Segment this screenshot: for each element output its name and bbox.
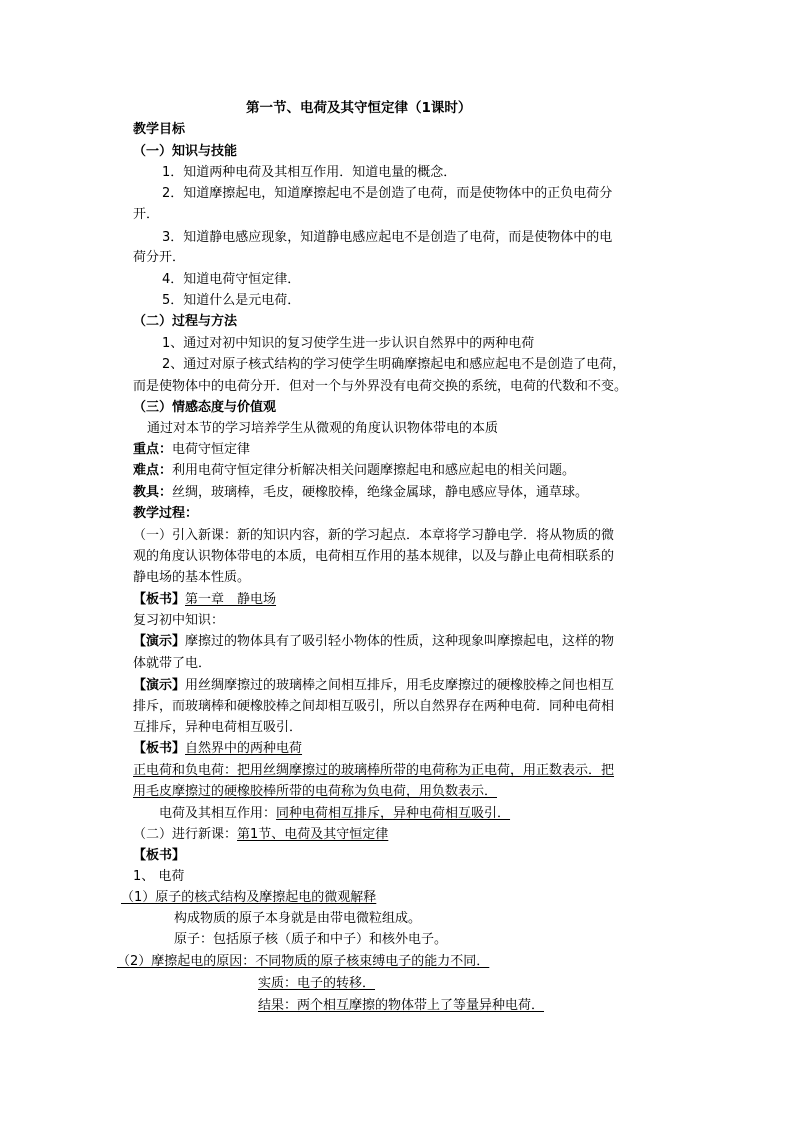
knowledge-item-3a: 3．知道静电感应现象，知道静电感应起电不是创造了电荷，而是使物体中的电 — [162, 230, 613, 245]
demo-1-line-a — [133, 631, 614, 652]
section-attitude-heading: （三）情感态度与价值观 — [133, 400, 277, 415]
board-note-1-text: 第一章 静电场 — [185, 592, 277, 607]
demo-2-line-c: 互排斥，异种电荷相互吸引． — [133, 720, 303, 735]
atom-heading: （1）原子的核式结构及摩擦起电的微观解释 — [121, 890, 377, 905]
new-lesson-line — [133, 824, 388, 845]
process-item-2b: 而是使物体中的电荷分开．但对一个与外界没有电荷交换的系统，电荷的代数和不变。 — [133, 379, 628, 394]
demo-2-text-a: 用丝绸摩擦过的玻璃棒之间相互排斥，用毛皮摩擦过的硬橡胶棒之间也相互 — [185, 678, 615, 693]
process-item-1: 1、通过对初中知识的复习使学生进一步认识自然界中的两种电荷 — [162, 336, 535, 351]
board-note-2-text: 自然界中的两种电荷 — [185, 741, 303, 756]
difficulty-label: 难点： — [133, 463, 173, 478]
item-1-charge: 1、 电荷 — [133, 869, 185, 884]
board-note-3: 【板书】 — [133, 848, 186, 863]
interaction-text: 同种电荷相互排斥，异种电荷相互吸引． — [276, 806, 511, 821]
intro-line-b: 观的角度认识物体带电的本质，电荷相互作用的基本规律，以及与静止电荷相联系的 — [133, 549, 615, 564]
board-note-1 — [133, 589, 276, 610]
section-knowledge-heading: （一）知识与技能 — [133, 144, 238, 159]
friction-heading: （2）摩擦起电的原因：不同物质的原子核束缚电子的能力不同． — [117, 954, 490, 969]
friction-essence: 实质：电子的转移． — [258, 976, 376, 991]
demo-1-label: 【演示】 — [133, 634, 186, 649]
demo-1-line-b: 体就带了电． — [133, 656, 212, 671]
difficulty — [133, 460, 575, 481]
new-lesson-text: 第1节、电荷及其守恒定律 — [237, 827, 389, 842]
interaction-line — [159, 803, 510, 824]
board-note-2 — [133, 738, 302, 759]
knowledge-item-3b: 荷分开． — [133, 250, 186, 265]
new-lesson-label: （二）进行新课： — [133, 827, 238, 842]
knowledge-item-2b: 开． — [133, 207, 160, 222]
demo-2-line-a — [133, 675, 614, 696]
charges-line-a: 正电荷和负电荷：把用丝绸摩擦过的玻璃棒所带的电荷称为正电荷，用正数表示．把 — [133, 763, 615, 778]
difficulty-text: 利用电荷守恒定律分析解决相关问题摩擦起电和感应起电的相关问题。 — [172, 463, 576, 478]
board-note-2-label: 【板书】 — [133, 741, 186, 756]
knowledge-item-4: 4．知道电荷守恒定律． — [162, 272, 301, 287]
goals-heading: 教学目标 — [133, 122, 186, 137]
document-title: 第一节、电荷及其守恒定律（1课时） — [246, 100, 472, 116]
interaction-label: 电荷及其相互作用： — [159, 806, 277, 821]
intro-line-c: 静电场的基本性质。 — [133, 570, 251, 585]
friction-result: 结果：两个相互摩擦的物体带上了等量异种电荷． — [258, 998, 545, 1013]
board-note-1-label: 【板书】 — [133, 592, 186, 607]
key-point — [133, 439, 250, 460]
charges-line-b: 用毛皮摩擦过的硬橡胶棒所带的电荷称为负电荷，用负数表示． — [133, 784, 498, 799]
demo-2-label: 【演示】 — [133, 678, 186, 693]
knowledge-item-1: 1．知道两种电荷及其相互作用．知道电量的概念． — [162, 165, 457, 180]
knowledge-item-5: 5．知道什么是元电荷． — [162, 293, 301, 308]
process-heading: 教学过程： — [133, 506, 199, 521]
knowledge-item-2a: 2．知道摩擦起电，知道摩擦起电不是创造了电荷，而是使物体中的正负电荷分 — [162, 186, 613, 201]
section-process-heading: （二）过程与方法 — [133, 314, 238, 329]
teaching-tools-text: 丝绸，玻璃棒，毛皮，硬橡胶棒，绝缘金属球，静电感应导体，通草球。 — [172, 485, 589, 500]
process-item-2a: 2、通过对原子核式结构的学习使学生明确摩擦起电和感应起电不是创造了电荷， — [162, 357, 626, 372]
key-point-text: 电荷守恒定律 — [172, 442, 251, 457]
attitude-item: 通过对本节的学习培养学生从微观的角度认识物体带电的本质 — [147, 421, 499, 436]
atom-line-a: 构成物质的原子本身就是由带电微粒组成。 — [174, 911, 422, 926]
atom-line-b: 原子：包括原子核（质子和中子）和核外电子。 — [174, 932, 448, 947]
key-point-label: 重点： — [133, 442, 173, 457]
demo-1-text-a: 摩擦过的物体具有了吸引轻小物体的性质，这种现象叫摩擦起电，这样的物 — [185, 634, 615, 649]
intro-line-a: （一）引入新课：新的知识内容，新的学习起点．本章将学习静电学．将从物质的微 — [133, 528, 615, 543]
teaching-tools-label: 教具： — [133, 485, 173, 500]
review-line: 复习初中知识： — [133, 613, 225, 628]
teaching-tools — [133, 482, 588, 503]
demo-2-line-b: 排斥，而玻璃棒和硬橡胶棒之间却相互吸引，所以自然界存在两种电荷．同种电荷相 — [133, 699, 615, 714]
